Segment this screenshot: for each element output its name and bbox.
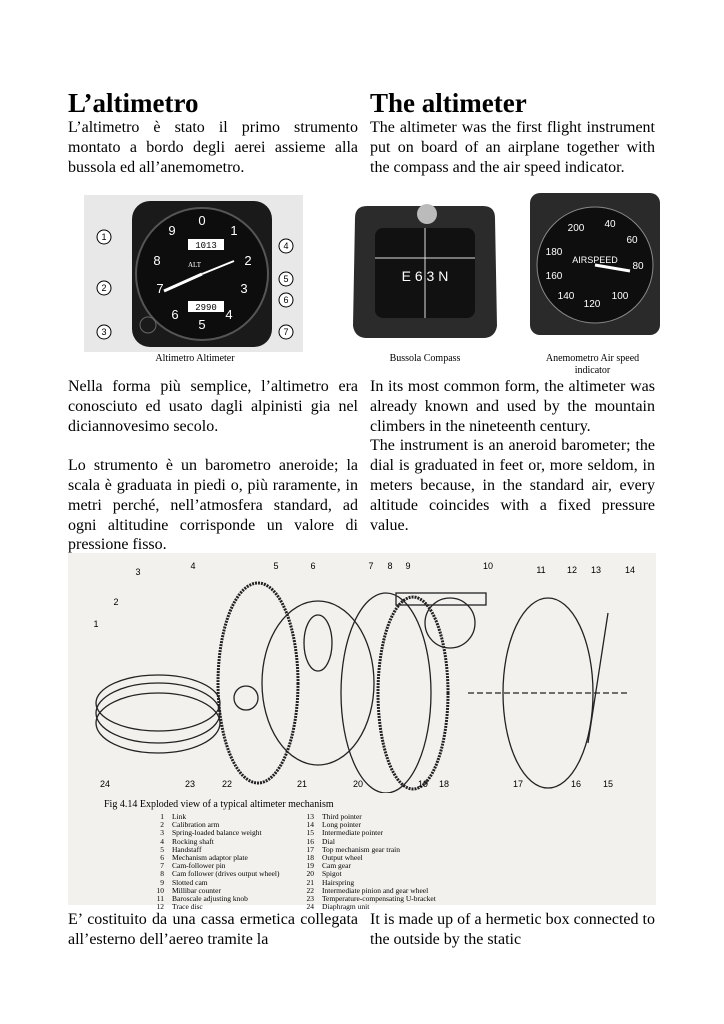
legend-number: 15 bbox=[306, 828, 314, 838]
legend-number: 18 bbox=[306, 853, 314, 863]
legend-number: 23 bbox=[306, 894, 314, 904]
tick: 80 bbox=[632, 261, 644, 272]
tick: 60 bbox=[626, 235, 638, 246]
legend-number: 10 bbox=[156, 885, 164, 895]
intro-english: The altimeter was the first flight instrument put on board of an airplane together with the compass and the air speed indicator. bbox=[370, 119, 655, 176]
compass-image bbox=[345, 198, 505, 345]
svg-text:2: 2 bbox=[244, 253, 252, 268]
airspeed-label: AIRSPEED bbox=[572, 255, 618, 265]
legend-text: Cam follower (drives output wheel) bbox=[172, 869, 280, 879]
legend-item bbox=[298, 870, 444, 878]
legend-text: Link bbox=[172, 812, 187, 821]
part-number: 18 bbox=[438, 779, 450, 789]
legend-number: 8 bbox=[160, 869, 164, 879]
legend-item bbox=[298, 895, 444, 903]
tick: 160 bbox=[545, 271, 563, 282]
svg-text:7: 7 bbox=[283, 327, 289, 337]
svg-text:3: 3 bbox=[240, 281, 248, 296]
legend-item bbox=[298, 846, 444, 854]
legend-text: Mechanism adaptor plate bbox=[172, 853, 248, 863]
part-number: 15 bbox=[602, 779, 614, 789]
legend-number: 1 bbox=[160, 812, 164, 821]
svg-text:9: 9 bbox=[168, 223, 176, 238]
part-number: 19 bbox=[417, 779, 429, 789]
legend-text: Temperature-compensating U-bracket bbox=[322, 894, 436, 904]
legend-text: Slotted cam bbox=[172, 877, 208, 887]
part-number: 3 bbox=[135, 567, 141, 577]
legend-number: 14 bbox=[306, 820, 314, 830]
legend-text: Intermediate pointer bbox=[322, 828, 384, 838]
legend-text: Dial bbox=[322, 836, 335, 846]
legend-number: 19 bbox=[306, 861, 314, 871]
legend-text: Third pointer bbox=[322, 812, 362, 821]
part-number: 14 bbox=[624, 565, 636, 575]
legend-number: 12 bbox=[156, 902, 164, 912]
legend-text: Baroscale adjusting knob bbox=[172, 894, 248, 904]
part-number: 12 bbox=[566, 565, 578, 575]
legend-text: Trace disc bbox=[172, 902, 203, 912]
svg-text:5: 5 bbox=[198, 317, 206, 332]
legend-text: Long pointer bbox=[322, 820, 361, 830]
tick: 200 bbox=[567, 223, 585, 234]
svg-text:4: 4 bbox=[283, 241, 289, 251]
altimeter-image bbox=[84, 195, 303, 352]
left-body bbox=[68, 377, 358, 555]
svg-text:6: 6 bbox=[171, 307, 179, 322]
legend-text: Calibration arm bbox=[172, 820, 220, 830]
caption-compass: Bussola Compass bbox=[389, 353, 461, 364]
part-number: 22 bbox=[221, 779, 233, 789]
paragraph: Lo strumento è un barometro aneroide; la scala è graduata in piedi o, più raramente, in metri perché, nell’atmosfera standard, ad ogni altitudine corrisponde un valore di pressione fisso. bbox=[68, 457, 358, 554]
caption-altimeter: Altimetro Altimeter bbox=[155, 353, 235, 364]
exploded-view-figure bbox=[68, 553, 656, 912]
paragraph: The instrument is an aneroid barometer; the dial is graduated in feet or, more seldom, in meters because, in the standard air, every altitude coincides with a fixed pressure value. bbox=[370, 437, 655, 534]
legend-text: Cam-follower pin bbox=[172, 861, 226, 871]
legend-number: 5 bbox=[160, 844, 164, 854]
svg-text:8: 8 bbox=[153, 253, 161, 268]
svg-text:2: 2 bbox=[101, 283, 107, 293]
counter-top: 1013 bbox=[195, 241, 217, 251]
part-number: 7 bbox=[368, 561, 374, 571]
legend-item bbox=[298, 854, 444, 862]
alt-label: ALT bbox=[188, 261, 201, 269]
part-number: 2 bbox=[113, 597, 119, 607]
legend-text: Millibar counter bbox=[172, 885, 221, 895]
paragraph: In its most common form, the altimeter was already known and used by the mountain climbers in the nineteenth century. bbox=[370, 378, 655, 435]
legend-number: 20 bbox=[306, 869, 314, 879]
legend-number: 17 bbox=[306, 844, 314, 854]
legend-number: 16 bbox=[306, 836, 314, 846]
part-number: 24 bbox=[99, 779, 111, 789]
legend-number: 13 bbox=[306, 812, 314, 821]
legend-text: Rocking shaft bbox=[172, 836, 214, 846]
legend-number: 2 bbox=[160, 820, 164, 830]
legend-item bbox=[148, 829, 287, 837]
legend-item bbox=[298, 813, 444, 821]
part-number: 5 bbox=[273, 561, 279, 571]
legend-text: Top mechanism gear train bbox=[322, 844, 400, 854]
legend-item bbox=[298, 829, 444, 837]
svg-text:4: 4 bbox=[225, 307, 233, 322]
legend-right bbox=[298, 813, 444, 911]
part-number: 17 bbox=[512, 779, 524, 789]
svg-text:5: 5 bbox=[283, 274, 289, 284]
intro-italian: L’altimetro è stato il primo strumento montato a bordo degli aerei assieme alla bussola ed all’anemometro. bbox=[68, 119, 358, 176]
legend-item bbox=[148, 870, 287, 878]
svg-text:1: 1 bbox=[230, 223, 238, 238]
title-italian: L’altimetro bbox=[68, 88, 199, 118]
part-number: 4 bbox=[190, 561, 196, 571]
legend-number: 9 bbox=[160, 877, 164, 887]
airspeed-image bbox=[530, 193, 660, 335]
svg-text:1: 1 bbox=[101, 232, 107, 242]
legend-text: Cam gear bbox=[322, 861, 351, 871]
legend-number: 7 bbox=[160, 861, 164, 871]
legend-item bbox=[298, 862, 444, 870]
counter-bottom: 2990 bbox=[195, 303, 217, 313]
part-number: 1 bbox=[93, 619, 99, 629]
paragraph: Nella forma più semplice, l’altimetro era conosciuto ed usato dagli alpinisti gia nel diciannovesimo secolo. bbox=[68, 378, 358, 435]
legend-text: Hairspring bbox=[322, 877, 355, 887]
paragraph: E’ costituito da una cassa ermetica collegata all’esterno dell’aereo tramite la bbox=[68, 911, 358, 948]
legend-text: Output wheel bbox=[322, 853, 363, 863]
part-number: 20 bbox=[352, 779, 364, 789]
legend-text: Spigot bbox=[322, 869, 342, 879]
part-number: 13 bbox=[590, 565, 602, 575]
svg-text:6: 6 bbox=[283, 295, 289, 305]
tick: 100 bbox=[611, 291, 629, 302]
part-number: 16 bbox=[570, 779, 582, 789]
legend-number: 21 bbox=[306, 877, 314, 887]
legend-number: 22 bbox=[306, 885, 314, 895]
part-number: 10 bbox=[482, 561, 494, 571]
part-number: 23 bbox=[184, 779, 196, 789]
part-number: 8 bbox=[387, 561, 393, 571]
legend-text: Diaphragm unit bbox=[322, 902, 370, 912]
legend-text: Intermediate pinion and gear wheel bbox=[322, 885, 429, 895]
legend-item bbox=[148, 838, 287, 846]
right-footer-text bbox=[370, 910, 655, 950]
part-number: 6 bbox=[310, 561, 316, 571]
legend-number: 11 bbox=[156, 894, 164, 904]
legend-number: 3 bbox=[160, 828, 164, 838]
tick: 140 bbox=[557, 291, 575, 302]
tick: 120 bbox=[583, 299, 601, 310]
figure-caption: Fig 4.14 Exploded view of a typical altimeter mechanism bbox=[104, 799, 334, 810]
paragraph: It is made up of a hermetic box connected to the outside by the static bbox=[370, 911, 655, 948]
right-header bbox=[370, 88, 655, 177]
compass-letters: E 6 3 N bbox=[401, 268, 449, 284]
legend-text: Spring-loaded balance weight bbox=[172, 828, 262, 838]
svg-text:7: 7 bbox=[156, 281, 164, 296]
legend-number: 6 bbox=[160, 853, 164, 863]
svg-text:0: 0 bbox=[198, 213, 206, 228]
tick: 180 bbox=[545, 247, 563, 258]
right-body bbox=[370, 377, 655, 535]
title-english: The altimeter bbox=[370, 88, 527, 118]
legend-item bbox=[148, 895, 287, 903]
part-number: 9 bbox=[405, 561, 411, 571]
mechanism-drawing bbox=[68, 553, 656, 793]
caption-airspeed: Anemometro Air speed indicator bbox=[545, 353, 640, 376]
left-footer-text bbox=[68, 910, 358, 950]
legend-number: 4 bbox=[160, 836, 164, 846]
legend-left bbox=[148, 813, 287, 911]
left-header bbox=[68, 88, 358, 177]
tick: 40 bbox=[604, 219, 616, 230]
legend-text: Handstaff bbox=[172, 844, 202, 854]
legend-number: 24 bbox=[306, 902, 314, 912]
part-number: 11 bbox=[536, 565, 546, 575]
part-number: 21 bbox=[296, 779, 308, 789]
svg-text:3: 3 bbox=[101, 327, 107, 337]
